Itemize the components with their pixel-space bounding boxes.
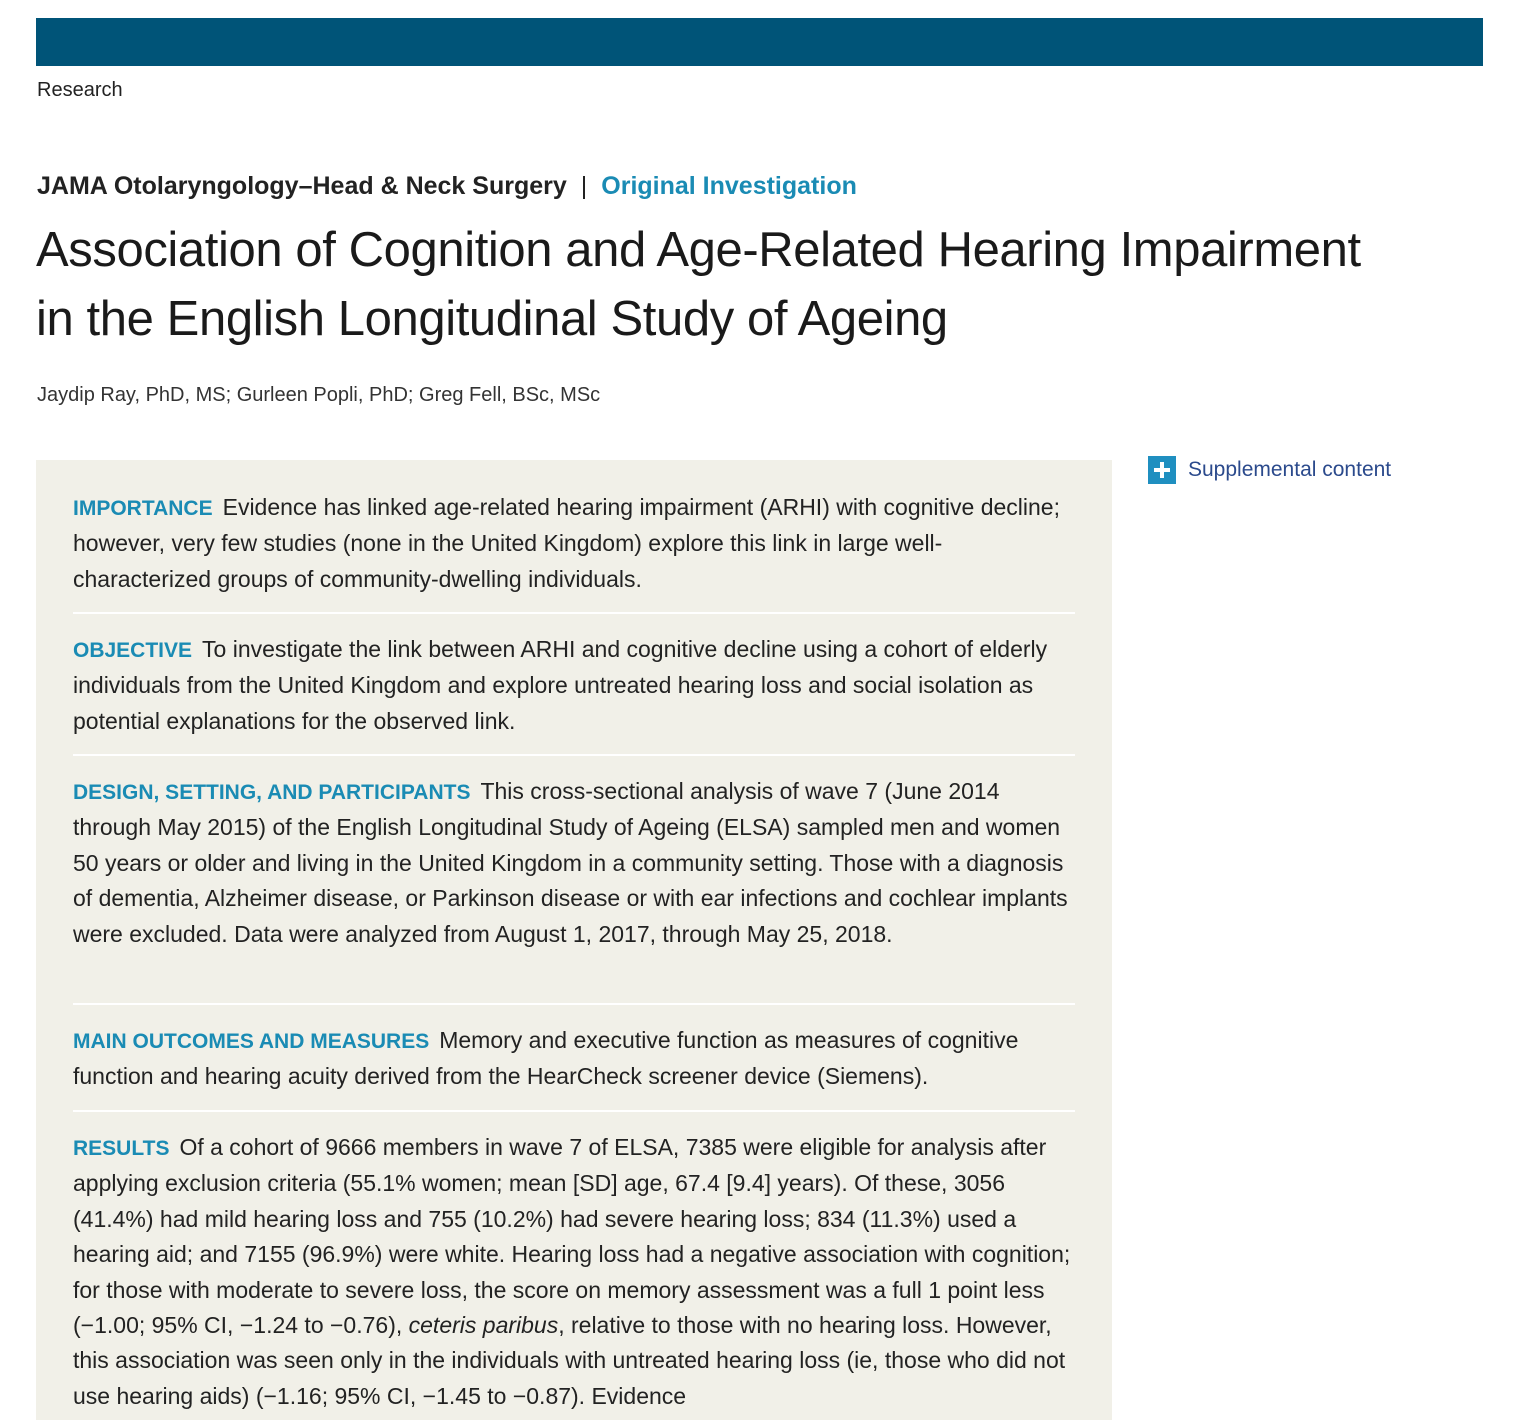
abstract-importance bbox=[73, 490, 1075, 597]
abstract-heading-importance: IMPORTANCE bbox=[73, 497, 213, 520]
abstract-text-results-continued: , relative to those with no hearing loss. However, this association was seen only in the individuals with untreated hearing loss (ie, those who did not use hearing aids) (−1.16; 95% CI, −1.45 to −0.87). Evidence bbox=[73, 1312, 1066, 1409]
abstract-panel bbox=[36, 460, 1112, 1420]
supplemental-content-label[interactable]: Supplemental content bbox=[1188, 458, 1392, 481]
abstract-objective bbox=[73, 632, 1075, 739]
article-type-link[interactable]: Original Investigation bbox=[601, 172, 857, 200]
abstract-results bbox=[73, 1130, 1075, 1414]
abstract-heading-outcomes: MAIN OUTCOMES AND MEASURES bbox=[73, 1030, 430, 1053]
abstract-text-results-italic: ceteris paribus bbox=[408, 1312, 559, 1339]
article-title: Association of Cognition and Age-Related Hearing Impairment in the English Longitudinal Study of Ageing bbox=[36, 223, 1361, 346]
plus-icon[interactable] bbox=[1148, 456, 1176, 484]
abstract-design bbox=[73, 774, 1075, 952]
author-list: Jaydip Ray, PhD, MS; Gurleen Popli, PhD; Greg Fell, BSc, MSc bbox=[37, 384, 601, 406]
section-divider bbox=[73, 612, 1075, 614]
abstract-heading-results: RESULTS bbox=[73, 1137, 170, 1160]
section-divider bbox=[73, 754, 1075, 756]
abstract-heading-objective: OBJECTIVE bbox=[73, 639, 193, 662]
section-divider bbox=[73, 1110, 1075, 1112]
abstract-text-design: This cross-sectional analysis of wave 7 (June 2014 through May 2015) of the English Longitudinal Study of Ageing (ELSA) sampled men and women 50 years or older and living in the United Kingdom in a community setting. Those with a diagnosis of dementia, Alzheimer disease, or Parkinson disease or with ear infections and cochlear implants were excluded. Data were analyzed from August 1, 2017, through May 25, 2018. bbox=[73, 778, 1068, 947]
journal-name: JAMA Otolaryngology–Head & Neck Surgery bbox=[37, 172, 567, 200]
journal-header bbox=[37, 172, 857, 201]
top-banner bbox=[36, 18, 1483, 66]
supplemental-content-link[interactable] bbox=[1148, 456, 1391, 484]
abstract-outcomes bbox=[73, 1023, 1075, 1095]
abstract-text-objective: To investigate the link between ARHI and cognitive decline using a cohort of elderly individuals from the United Kingdom and explore untreated hearing loss and social isolation as potential explanations for the observed link. bbox=[73, 636, 1048, 734]
section-label: Research bbox=[37, 79, 123, 101]
abstract-heading-design: DESIGN, SETTING, AND PARTICIPANTS bbox=[73, 781, 471, 804]
abstract-text-outcomes: Memory and executive function as measures of cognitive function and hearing acuity derived from the HearCheck screener device (Siemens). bbox=[73, 1027, 1019, 1090]
abstract-text-results: Of a cohort of 9666 members in wave 7 of ELSA, 7385 were eligible for analysis after applying exclusion criteria (55.1% women; mean [SD] age, 67.4 [9.4] years). Of these, 3056 (41.4%) had mild hearing loss and 755 (10.2%) had severe hearing loss; 834 (11.3%) used a hearing aid; and 7155 (96.9%) were white. Hearing loss had a negative association with cognition; for those with moderate to severe loss, the score on memory assessment was a full 1 point less (−1.00; 95% CI, −1.24 to −0.76), bbox=[73, 1134, 1071, 1339]
header-separator: | bbox=[580, 172, 588, 200]
section-divider bbox=[73, 1003, 1075, 1005]
abstract-text-importance: Evidence has linked age-related hearing impairment (ARHI) with cognitive decline; however, very few studies (none in the United Kingdom) explore this link in large well-characterized groups of community-dwelling individuals. bbox=[73, 494, 1060, 592]
